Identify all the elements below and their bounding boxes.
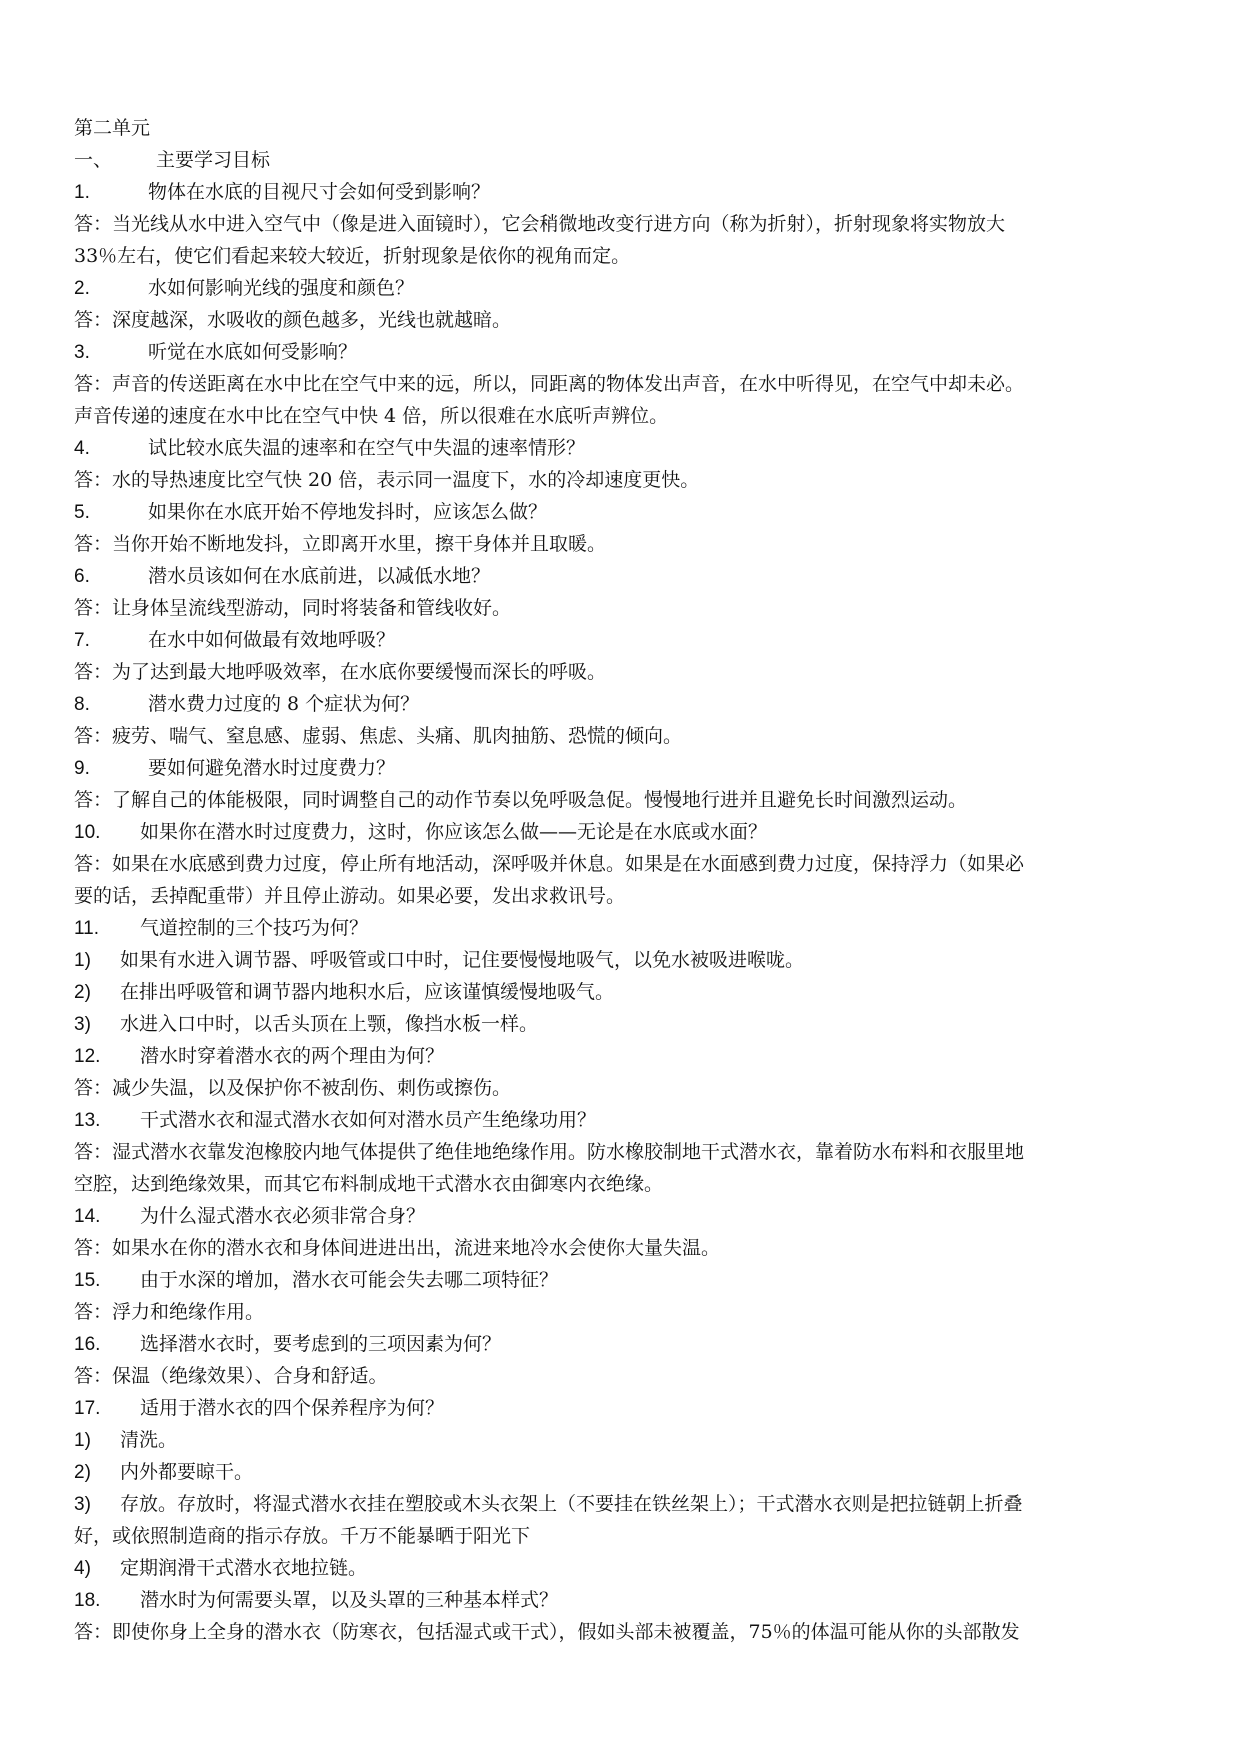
answer-16: 答：保温（绝缘效果）、合身和舒适。 xyxy=(74,1365,388,1387)
answer-9: 答：了解自己的体能极限，同时调整自己的动作节奏以免呼吸急促。慢慢地行进并且避免长时间激烈运动。 xyxy=(74,789,968,811)
question-text: 要如何避免潜水时过度费力？ xyxy=(148,757,396,779)
list-item-text: 清洗。 xyxy=(120,1429,178,1451)
question-text: 气道控制的三个技巧为何？ xyxy=(140,917,369,939)
question-text: 潜水时穿着潜水衣的两个理由为何？ xyxy=(140,1045,445,1067)
question-number: 13. xyxy=(74,1110,101,1131)
section-title: 主要学习目标 xyxy=(156,149,271,171)
list-item xyxy=(74,1456,1181,1488)
question-8 xyxy=(74,688,1181,720)
question-text: 如果你在水底开始不停地发抖时，应该怎么做？ xyxy=(148,501,548,523)
question-number: 6. xyxy=(74,566,90,587)
list-item-text: 内外都要晾干。 xyxy=(120,1461,254,1483)
list-item-number: 3) xyxy=(74,1014,91,1035)
question-text: 物体在水底的目视尺寸会如何受到影响？ xyxy=(148,181,491,203)
question-number: 17. xyxy=(74,1398,101,1419)
answer-4: 答：水的导热速度比空气快 20 倍，表示同一温度下，水的冷却速度更快。 xyxy=(74,469,700,491)
list-item xyxy=(74,1488,1181,1520)
question-15 xyxy=(74,1264,1181,1296)
unit-title: 第二单元 xyxy=(74,117,151,139)
question-text: 为什么湿式潜水衣必须非常合身？ xyxy=(140,1205,426,1227)
question-5 xyxy=(74,496,1181,528)
section-number: 一、 xyxy=(74,150,113,171)
question-text: 选择潜水衣时，要考虑到的三项因素为何？ xyxy=(140,1333,502,1355)
answer-15: 答：浮力和绝缘作用。 xyxy=(74,1301,265,1323)
question-number: 10. xyxy=(74,822,101,843)
question-text: 干式潜水衣和湿式潜水衣如何对潜水员产生绝缘功用？ xyxy=(140,1109,597,1131)
answer-13-line-1: 答：湿式潜水衣靠发泡橡胶内地气体提供了绝佳地绝缘作用。防水橡胶制地干式潜水衣，靠着防水布料和衣服里地 xyxy=(74,1141,1025,1163)
list-item xyxy=(74,1424,1181,1456)
question-1 xyxy=(74,176,1181,208)
list-item-text: 如果有水进入调节器、呼吸管或口中时，记住要慢慢地吸气，以免水被吸进喉咙。 xyxy=(120,949,805,971)
question-text: 试比较水底失温的速率和在空气中失温的速率情形？ xyxy=(148,437,586,459)
question-number: 15. xyxy=(74,1270,101,1291)
question-6 xyxy=(74,560,1181,592)
answer-10-line-2: 要的话，丢掉配重带）并且停止游动。如果必要，发出求救讯号。 xyxy=(74,885,626,907)
answer-10-line-1: 答：如果在水底感到费力过度，停止所有地活动，深呼吸并休息。如果是在水面感到费力过度，保持浮力（如果必 xyxy=(74,853,1025,875)
list-item-number: 1) xyxy=(74,950,91,971)
question-text: 潜水费力过度的 8 个症状为何？ xyxy=(148,693,420,715)
question-text: 水如何影响光线的强度和颜色？ xyxy=(148,277,415,299)
question-text: 听觉在水底如何受影响？ xyxy=(148,341,358,363)
question-number: 18. xyxy=(74,1590,101,1611)
list-item-text: 水进入口中时，以舌头顶在上颚，像挡水板一样。 xyxy=(120,1013,539,1035)
question-number: 9. xyxy=(74,758,90,779)
question-17 xyxy=(74,1392,1181,1424)
question-7 xyxy=(74,624,1181,656)
question-text: 适用于潜水衣的四个保养程序为何？ xyxy=(140,1397,445,1419)
list-item-text: 存放。存放时，将湿式潜水衣挂在塑胶或木头衣架上（不要挂在铁丝架上）；干式潜水衣则是把拉链朝上折叠 xyxy=(120,1493,1023,1515)
list-item-text: 定期润滑干式潜水衣地拉链。 xyxy=(120,1557,368,1579)
question-13 xyxy=(74,1104,1181,1136)
question-number: 2. xyxy=(74,278,90,299)
answer-2: 答：深度越深，水吸收的颜色越多，光线也就越暗。 xyxy=(74,309,512,331)
question-text: 潜水员该如何在水底前进，以减低水地？ xyxy=(148,565,491,587)
question-number: 14. xyxy=(74,1206,101,1227)
question-10 xyxy=(74,816,1181,848)
question-number: 7. xyxy=(74,630,90,651)
question-16 xyxy=(74,1328,1181,1360)
section-heading xyxy=(74,144,1181,176)
list-item-number: 1) xyxy=(74,1430,91,1451)
list-item xyxy=(74,976,1181,1008)
answer-18-line-1: 答：即使你身上全身的潜水衣（防寒衣，包括湿式或干式），假如头部未被覆盖，75％的体温可能从你的头部散发 xyxy=(74,1621,1020,1643)
question-number: 1. xyxy=(74,182,90,203)
list-item xyxy=(74,1552,1181,1584)
question-14 xyxy=(74,1200,1181,1232)
question-4 xyxy=(74,432,1181,464)
list-item-number: 4) xyxy=(74,1558,91,1579)
question-number: 11. xyxy=(74,918,100,939)
answer-8: 答：疲劳、喘气、窒息感、虚弱、焦虑、头痛、肌肉抽筋、恐慌的倾向。 xyxy=(74,725,683,747)
question-11 xyxy=(74,912,1181,944)
question-number: 8. xyxy=(74,694,90,715)
answer-7: 答：为了达到最大地呼吸效率，在水底你要缓慢而深长的呼吸。 xyxy=(74,661,607,683)
list-item xyxy=(74,1008,1181,1040)
question-number: 4. xyxy=(74,438,90,459)
answer-1-line-2: 33％左右，使它们看起来较大较近，折射现象是依你的视角而定。 xyxy=(74,245,631,267)
list-item-number: 3) xyxy=(74,1494,91,1515)
answer-13-line-2: 空腔，达到绝缘效果，而其它布料制成地干式潜水衣由御寒内衣绝缘。 xyxy=(74,1173,664,1195)
question-2 xyxy=(74,272,1181,304)
answer-3-line-2: 声音传递的速度在水中比在空气中快 4 倍，所以很难在水底听声辨位。 xyxy=(74,405,669,427)
answer-5: 答：当你开始不断地发抖，立即离开水里，擦干身体并且取暖。 xyxy=(74,533,607,555)
list-item-text: 在排出呼吸管和调节器内地积水后，应该谨慎缓慢地吸气。 xyxy=(120,981,615,1003)
question-12 xyxy=(74,1040,1181,1072)
answer-3-line-1: 答：声音的传送距离在水中比在空气中来的远，所以，同距离的物体发出声音，在水中听得见，在空气中却未必。 xyxy=(74,373,1025,395)
question-number: 16. xyxy=(74,1334,101,1355)
answer-12: 答：减少失温，以及保护你不被刮伤、刺伤或擦伤。 xyxy=(74,1077,512,1099)
list-item-continuation: 好，或依照制造商的指示存放。千万不能暴晒于阳光下 xyxy=(74,1525,531,1547)
question-text: 由于水深的增加，潜水衣可能会失去哪二项特征？ xyxy=(140,1269,559,1291)
question-text: 潜水时为何需要头罩，以及头罩的三种基本样式？ xyxy=(140,1589,559,1611)
list-item xyxy=(74,944,1181,976)
list-item-number: 2) xyxy=(74,982,91,1003)
question-number: 5. xyxy=(74,502,90,523)
answer-1-line-1: 答：当光线从水中进入空气中（像是进入面镜时），它会稍微地改变行进方向（称为折射），折射现象将实物放大 xyxy=(74,213,1006,235)
question-18 xyxy=(74,1584,1181,1616)
question-number: 3. xyxy=(74,342,90,363)
question-text: 在水中如何做最有效地呼吸？ xyxy=(148,629,396,651)
question-number: 12. xyxy=(74,1046,101,1067)
answer-6: 答：让身体呈流线型游动，同时将装备和管线收好。 xyxy=(74,597,512,619)
answer-14: 答：如果水在你的潜水衣和身体间进进出出，流进来地冷水会使你大量失温。 xyxy=(74,1237,721,1259)
question-text: 如果你在潜水时过度费力，这时，你应该怎么做——无论是在水底或水面？ xyxy=(140,821,768,843)
list-item-number: 2) xyxy=(74,1462,91,1483)
question-9 xyxy=(74,752,1181,784)
question-3 xyxy=(74,336,1181,368)
